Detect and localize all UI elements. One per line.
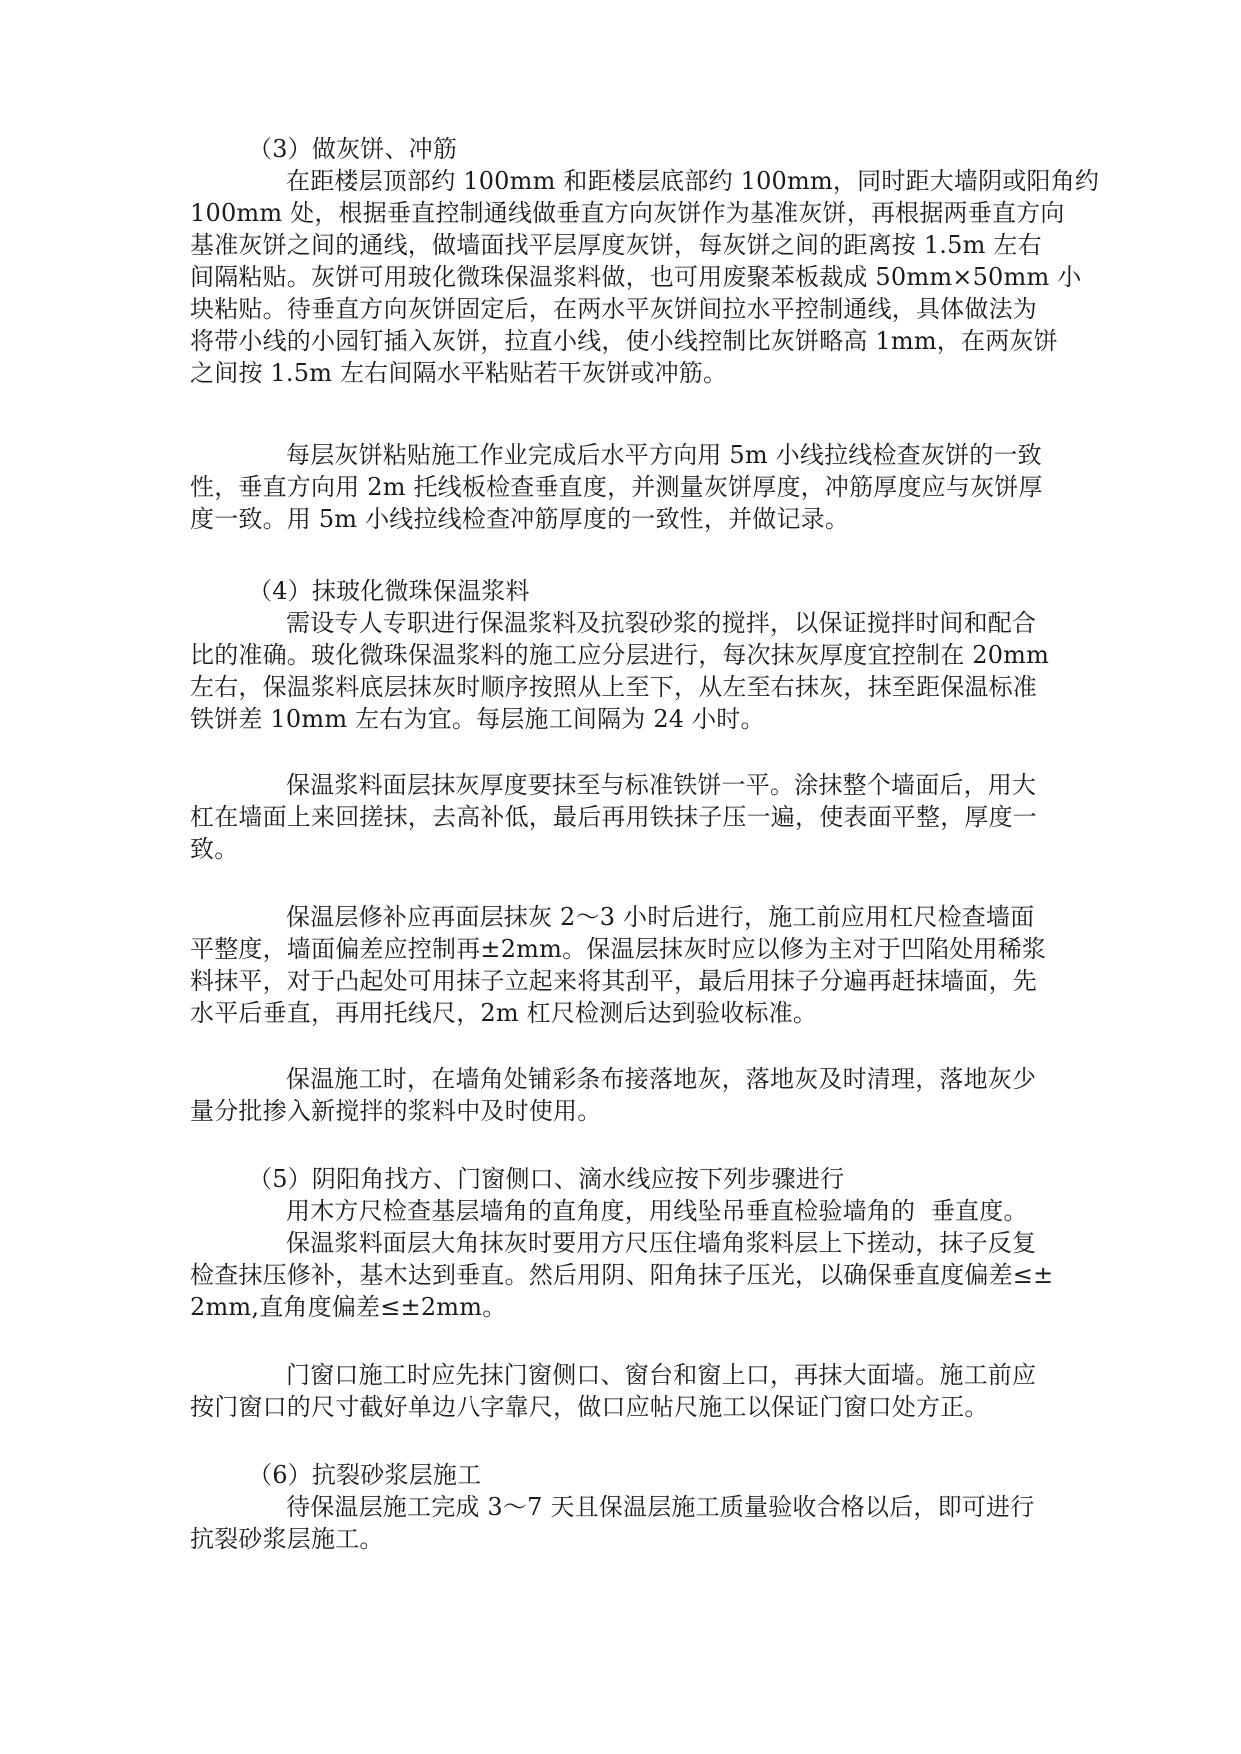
text-line: 按门窗口的尺寸截好单边八字靠尺，做口应帖尺施工以保证门窗口处方正。 (190, 1393, 989, 1421)
text-line: 门窗口施工时应先抹门窗侧口、窗台和窗上口，再抹大面墙。施工前应 (286, 1361, 1037, 1389)
text-line: 性，垂直方向用 2m 托线板检查垂直度，并测量灰饼厚度，冲筋厚度应与灰饼厚 (190, 473, 1043, 501)
text-line: 将带小线的小园钉插入灰饼，拉直小线，使小线控制比灰饼略高 1mm，在两灰饼 (190, 327, 1058, 355)
text-line: 水平后垂直，再用托线尺，2m 杠尺检测后达到验收标准。 (190, 999, 818, 1027)
text-line: 每层灰饼粘贴施工作业完成后水平方向用 5m 小线拉线检查灰饼的一致 (286, 441, 1042, 469)
section-heading: （4）抹玻化微珠保温浆料 (248, 577, 530, 605)
section-heading: （5）阴阳角找方、门窗侧口、滴水线应按下列步骤进行 (248, 1165, 845, 1193)
text-line: 2mm,直角度偏差≤±2mm。 (190, 1293, 507, 1321)
text-line: 基准灰饼之间的通线，做墙面找平层厚度灰饼，每灰饼之间的距离按 1.5m 左右 (190, 231, 1042, 259)
text-line: 100mm 处，根据垂直控制通线做垂直方向灰饼作为基准灰饼，再根据两垂直方向 (190, 199, 1065, 227)
text-line: 需设专人专职进行保温浆料及抗裂砂浆的搅拌，以保证搅拌时间和配合 (286, 609, 1037, 637)
text-line: 度一致。用 5m 小线拉线检查冲筋厚度的一致性，并做记录。 (190, 505, 850, 533)
text-line: 用木方尺检查基层墙角的直角度，用线坠吊垂直检验墙角的 垂直度。 (286, 1197, 1028, 1225)
section-heading: （3）做灰饼、冲筋 (248, 135, 458, 163)
text-line: 保温层修补应再面层抹灰 2～3 小时后进行，施工前应用杠尺检查墙面 (286, 903, 1035, 931)
text-line: 待保温层施工完成 3～7 天且保温层施工质量验收合格以后，即可进行 (286, 1493, 1035, 1521)
text-line: 料抹平，对于凸起处可用抹子立起来将其刮平，最后用抹子分遍再赶抹墙面，先 (190, 967, 1037, 995)
text-line: 检查抹压修补，基木达到垂直。然后用阴、阳角抹子压光，以确保垂直度偏差≤± (190, 1261, 1054, 1289)
text-line: 比的准确。玻化微珠保温浆料的施工应分层进行，每次抹灰厚度宜控制在 20mm (190, 641, 1050, 669)
text-line: 量分批掺入新搅拌的浆料中及时使用。 (190, 1097, 602, 1125)
text-line: 抗裂砂浆层施工。 (190, 1525, 384, 1553)
text-line: 之间按 1.5m 左右间隔水平粘贴若干灰饼或冲筋。 (190, 359, 728, 387)
text-line: 保温浆料面层大角抹灰时要用方尺压住墙角浆料层上下搓动，抹子反复 (286, 1229, 1037, 1257)
text-line: 平整度，墙面偏差应控制再±2mm。保温层抹灰时应以修为主对于凹陷处用稀浆 (190, 935, 1047, 963)
section-heading: （6）抗裂砂浆层施工 (248, 1461, 482, 1489)
text-line: 间隔粘贴。灰饼可用玻化微珠保温浆料做，也可用废聚苯板裁成 50mm×50mm 小 (190, 263, 1082, 291)
text-line: 块粘贴。待垂直方向灰饼固定后，在两水平灰饼间拉水平控制通线，具体做法为 (190, 295, 1037, 323)
text-line: 杠在墙面上来回搓抹，去高补低，最后再用铁抹子压一遍，使表面平整，厚度一 (190, 803, 1037, 831)
text-line: 保温施工时，在墙角处铺彩条布接落地灰，落地灰及时清理，落地灰少 (286, 1065, 1037, 1093)
text-line: 致。 (190, 835, 239, 863)
text-line: 在距楼层顶部约 100mm 和距楼层底部约 100mm，同时距大墙阴或阳角约 (286, 167, 1100, 195)
text-line: 左右，保温浆料底层抹灰时顺序按照从上至下，从左至右抹灰，抹至距保温标准 (190, 673, 1037, 701)
text-line: 铁饼差 10mm 左右为宜。每层施工间隔为 24 小时。 (190, 705, 765, 733)
text-line: 保温浆料面层抹灰厚度要抹至与标准铁饼一平。涂抹整个墙面后，用大 (286, 771, 1037, 799)
